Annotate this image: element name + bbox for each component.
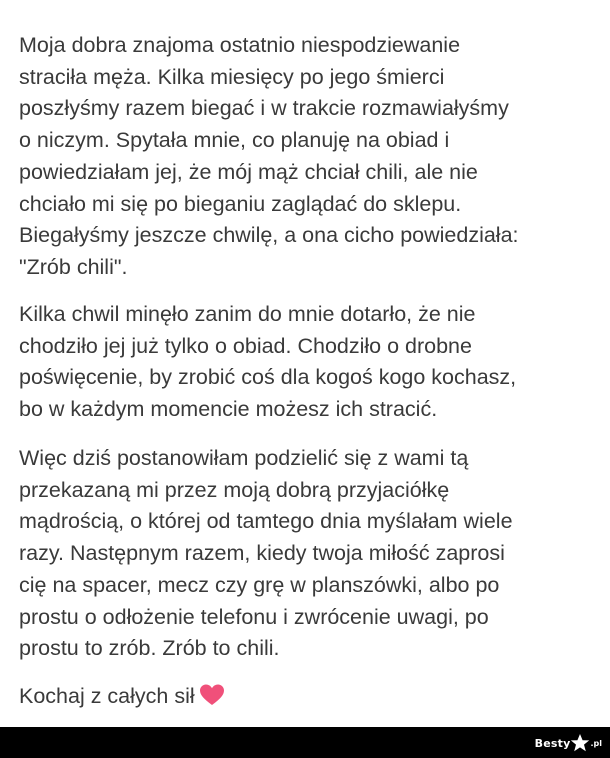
text-line: poświęcenie, by zrobić coś dla kogoś kogo kochasz, [19,365,517,390]
text-line: bo w każdym momencie możesz ich stracić. [19,397,438,422]
text-line: przekazaną mi przez moją dobrą przyjaciółkę [19,477,450,502]
closing-line [19,681,225,713]
text-line: chciało mi się po bieganiu zaglądać do sklepu. [19,191,462,216]
text-line: o niczym. Spytała mnie, co planuję na obiad i [19,128,450,153]
text-line: Biegałyśmy jeszcze chwilę, a ona cicho powiedziała: [19,223,519,248]
text-line: "Zrób chili". [19,254,128,279]
paragraph-2 [19,299,516,426]
text-line: Moja dobra znajoma ostatnio niespodziewanie [19,33,461,57]
logo-name: Besty [534,736,571,750]
text-line: chodziło jej już tylko o obiad. Chodziło o drobne [19,333,472,358]
footer-bar [0,727,610,758]
closing-text: Kochaj z całych sił [19,684,195,708]
text-line: razy. Następnym razem, kiedy twoja miłość zaprosi [19,541,505,566]
besty-logo[interactable] [535,732,602,754]
paragraph-3 [19,443,513,665]
text-line: powiedziałam jej, że mój mąż chciał chili, ale nie [19,159,478,184]
text-line: prostu o odłożenie telefonu i zwrócenie uwagi, po [19,604,489,629]
heart-icon [199,683,225,707]
text-line: poszłyśmy razem biegać i w trakcie rozmawiałyśmy [19,96,509,121]
text-line: straciła męża. Kilka miesięcy po jego śmierci [19,64,445,89]
text-line: Kilka chwil minęło zanim do mnie dotarło, że nie [19,302,476,326]
closing-paragraph [19,681,225,713]
text-line: Więc dziś postanowiłam podzielić się z wami tą [19,446,469,470]
paragraph-1 [19,30,519,284]
text-line: mądrością, o której od tamtego dnia myślałam wiele [19,509,513,534]
text-line: prostu to zrób. Zrób to chili. [19,636,280,661]
logo-tld: .pl [590,738,602,748]
text-line: cię na spacer, mecz czy grę w planszówki, albo po [19,572,500,597]
star-icon [570,733,590,753]
